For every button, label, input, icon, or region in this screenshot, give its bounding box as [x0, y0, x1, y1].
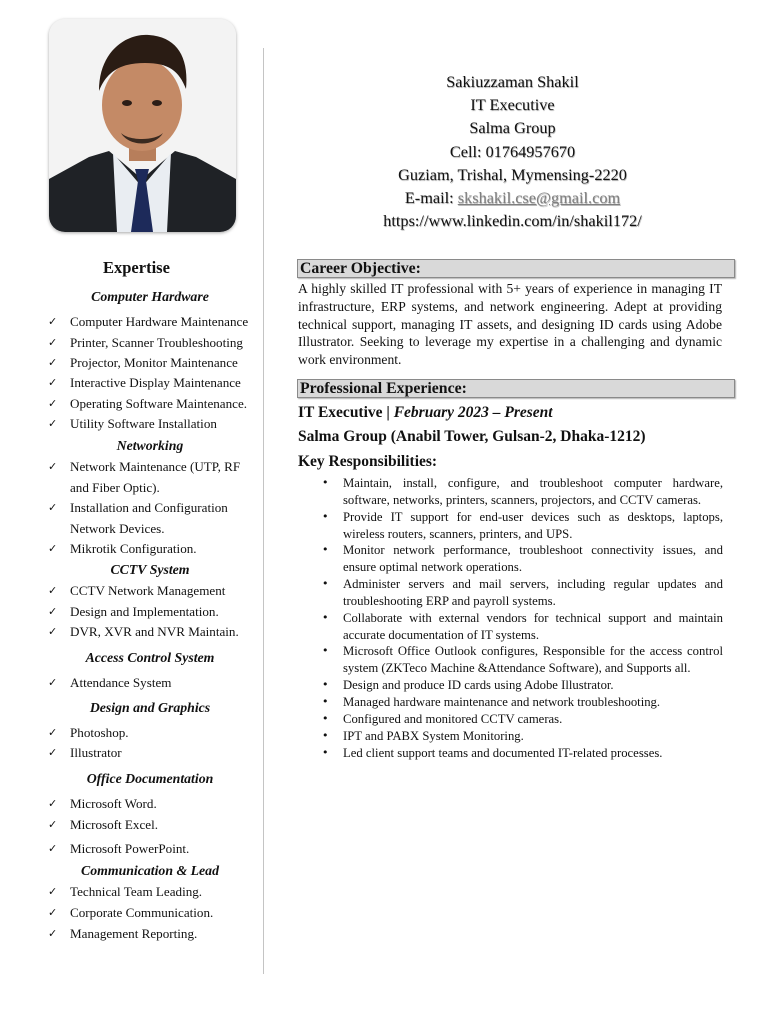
bullet-icon: • [322, 509, 329, 523]
skill-item: ✓ Interactive Display Maintenance [48, 373, 266, 394]
bullet-icon: • [322, 678, 329, 692]
category-access-control: Access Control System [85, 650, 215, 665]
bullet-icon: • [322, 577, 329, 591]
check-icon: ✓ [48, 676, 58, 689]
list-item: • Collaborate with external vendors for technical support and maintain accurate documentation of IT systems. [322, 610, 723, 642]
bullet-icon: • [322, 711, 329, 725]
check-icon: ✓ [48, 501, 58, 514]
list-item: • Design and produce ID cards using Adobe Illustrator. [322, 678, 614, 693]
check-icon: ✓ [48, 460, 58, 473]
check-icon: ✓ [48, 842, 58, 855]
job-role: IT Executive | [298, 404, 394, 421]
skill-item: ✓ Corporate Communication. [48, 903, 266, 924]
bullet-icon: • [322, 728, 329, 742]
bullet-icon: • [322, 543, 329, 557]
skill-item: ✓ Printer, Scanner Troubleshooting [48, 333, 266, 354]
skill-item: ✓ Microsoft Word. [48, 794, 266, 815]
check-icon: ✓ [48, 542, 58, 555]
check-icon: ✓ [48, 746, 58, 759]
list-item: • Managed hardware maintenance and network troubleshooting. [322, 694, 661, 709]
check-icon: ✓ [48, 315, 58, 328]
career-objective-text: A highly skilled IT professional with 5+ years of experience in managing IT infrastructure, ERP systems, and network engineering. Adept at providing technical support, managing IT assets, and designing ID cards using Adobe Illustrator. Seeking to leverage my expertise in a challenging and dynamic work environment. [298, 281, 722, 368]
skill-item: ✓ Technical Team Leading. [48, 882, 266, 903]
check-icon: ✓ [48, 605, 58, 618]
email-line [300, 186, 725, 209]
email-link[interactable]: skshakil.cse@gmail.com [457, 187, 621, 207]
category-office-documentation: Office Documentation [86, 771, 214, 786]
check-icon: ✓ [48, 376, 58, 389]
career-objective-heading: Career Objective: [297, 259, 735, 278]
skill-item: ✓ Management Reporting. [48, 924, 266, 945]
skill-item: ✓ Projector, Monitor Maintenance [48, 353, 266, 374]
skill-item: ✓ Computer Hardware Maintenance [48, 312, 266, 333]
list-item: • Microsoft Office Outlook configures, Responsible for the access control system (ZKTeco Machine &Attendance Software), and Supports all. [322, 644, 723, 676]
skill-item: ✓ DVR, XVR and NVR Maintain. [48, 622, 266, 643]
skill-item: ✓ Illustrator [48, 743, 266, 764]
job-dates: February 2023 – Present [393, 404, 553, 421]
list-item: • Administer servers and mail servers, including regular updates and troubleshooting ERP and payroll systems. [322, 577, 723, 608]
phone-number: Cell: 01764957670 [449, 141, 576, 161]
category-computer-hardware: Computer Hardware [91, 289, 209, 304]
job-company: Salma Group (Anabil Tower, Gulsan-2, Dhaka-1212) [298, 428, 646, 445]
check-icon: ✓ [48, 927, 58, 940]
bullet-icon: • [322, 610, 329, 624]
list-item: • Provide IT support for end-user devices such as desktops, laptops, wireless routers, scanners, printers, and UPS. [322, 509, 723, 541]
list-item: • Monitor network performance, troubleshoot connectivity issues, and ensure optimal network operations. [322, 543, 723, 575]
check-icon: ✓ [48, 818, 58, 831]
check-icon: ✓ [48, 797, 58, 810]
skill-item: ✓ Microsoft PowerPoint. [48, 839, 266, 860]
candidate-name: Sakiuzzaman Shakil [446, 72, 579, 91]
skill-item: ✓ Operating Software Maintenance. [48, 394, 266, 415]
list-item: • Configured and monitored CCTV cameras. [322, 711, 563, 726]
check-icon: ✓ [48, 625, 58, 638]
check-icon: ✓ [48, 356, 58, 369]
check-icon: ✓ [48, 906, 58, 919]
skill-item: ✓ Design and Implementation. [48, 602, 266, 623]
check-icon: ✓ [48, 726, 58, 739]
check-icon: ✓ [48, 885, 58, 898]
job-title: IT Executive [470, 95, 555, 115]
skill-item: ✓ Network Maintenance (UTP, RF and Fiber Optic). [48, 459, 241, 495]
professional-experience-heading: Professional Experience: [297, 379, 735, 398]
linkedin-url[interactable]: https://www.linkedin.com/in/shakil172/ [383, 211, 642, 231]
list-item: • Led client support teams and documented IT-related processes. [322, 745, 663, 760]
skill-item: ✓ CCTV Network Management [48, 581, 266, 602]
check-icon: ✓ [48, 397, 58, 410]
category-design-graphics: Design and Graphics [89, 700, 211, 715]
skill-item: ✓ Photoshop. [48, 723, 266, 744]
skill-item: ✓ Microsoft Excel. [48, 815, 266, 836]
list-item: • IPT and PABX System Monitoring. [322, 728, 524, 743]
category-cctv-system: CCTV System [110, 562, 190, 577]
skill-item: ✓ Installation and Configuration Network Devices. [48, 500, 228, 536]
category-communication-lead: Communication & Lead [81, 863, 219, 878]
profile-photo [49, 19, 236, 232]
current-company: Salma Group [469, 118, 556, 138]
skill-item: ✓ Utility Software Installation [48, 414, 266, 435]
check-icon: ✓ [48, 417, 58, 430]
bullet-icon: • [322, 476, 329, 489]
bullet-icon: • [322, 644, 329, 658]
job-role-line [298, 403, 553, 423]
check-icon: ✓ [48, 336, 58, 349]
check-icon: ✓ [48, 584, 58, 597]
skill-item: ✓ Mikrotik Configuration. [48, 539, 266, 560]
contact-header [300, 70, 725, 232]
list-item: • Maintain, install, configure, and troubleshoot computer hardware, software, networks, printers, scanners, projectors, and CCTV cameras. [322, 476, 723, 507]
bullet-icon: • [322, 694, 329, 708]
address: Guziam, Trishal, Mymensing-2220 [398, 164, 627, 184]
bullet-icon: • [322, 745, 329, 759]
expertise-heading: Expertise [103, 258, 170, 277]
category-networking: Networking [116, 438, 184, 453]
email-label: E-mail: [404, 187, 458, 207]
skill-item: ✓ Attendance System [48, 673, 266, 694]
responsibilities-list [322, 475, 723, 761]
key-responsibilities-label: Key Responsibilities: [298, 453, 438, 470]
